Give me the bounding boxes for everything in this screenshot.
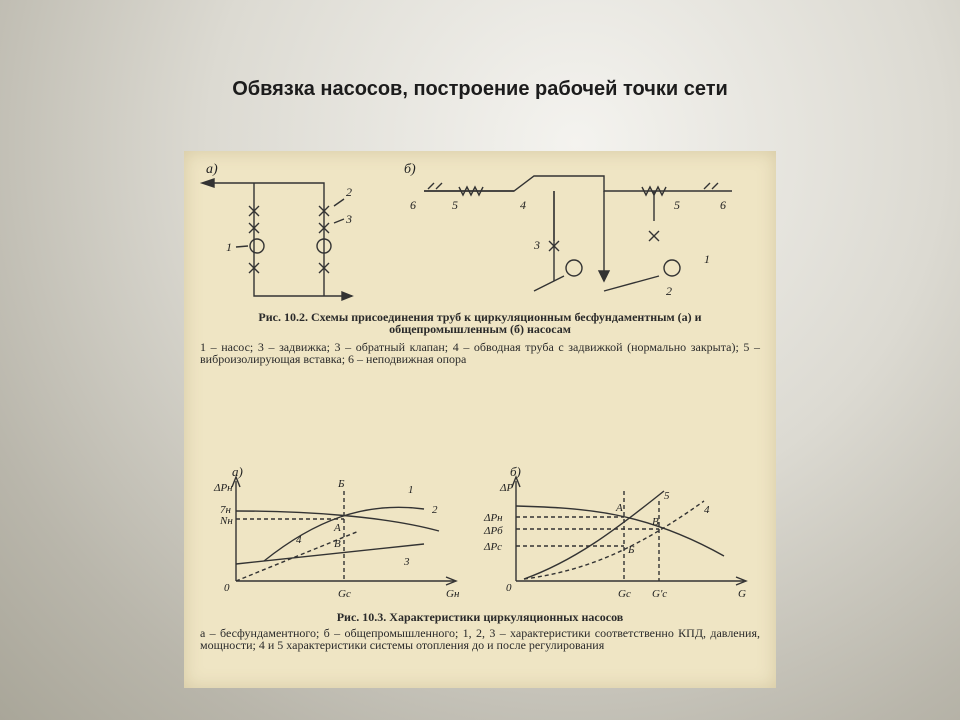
graph-b-y-tick-2: ΔPб — [484, 525, 503, 537]
figure-drawings — [184, 151, 776, 688]
graph-a-point-a: А — [334, 522, 341, 534]
callout-b-5r: 5 — [674, 198, 680, 212]
graph-a-curve-2: 2 — [432, 504, 438, 516]
curve-a-3 — [236, 544, 424, 564]
fig102-panel-b-label: б) — [404, 162, 416, 177]
graph-b-y-tick-1: ΔPн — [484, 512, 503, 524]
fig102-panel-a-label: а) — [206, 162, 218, 177]
callout-b-3: 3 — [534, 238, 540, 252]
graph-b-curve-5: 5 — [664, 490, 670, 502]
graph-a-curve-1: 1 — [408, 484, 414, 496]
pump-a-left — [250, 239, 264, 253]
callout-b-1: 1 — [704, 252, 710, 266]
scanned-figure-page — [184, 151, 776, 688]
fig103-caption-title: Рис. 10.3. Характеристики циркуляционных насосов — [336, 610, 624, 624]
callout-b-4: 4 — [520, 198, 526, 212]
graph-a-point-b: Б — [338, 478, 345, 490]
graph-b-y-axis-label: ΔP — [500, 482, 514, 494]
graph-b-curve-4: 4 — [704, 504, 710, 516]
graph-a-x-tick: Gс — [338, 588, 351, 600]
callout-a-2: 2 — [346, 185, 352, 199]
graph-b-point-b: Б — [628, 544, 635, 556]
graph-b-y-tick-3: ΔPс — [484, 541, 503, 553]
callout-a-1: 1 — [226, 240, 232, 254]
fig102-caption-body: 1 – насос; 3 – задвижка; 3 – обратный клапан; 4 – обводная труба с задвижкой (нормально закрыта); 5 – виброизолирующая вставка; 6 – неподвижная опора — [200, 340, 760, 366]
graph-a-curve-3: 3 — [404, 556, 410, 568]
graph-a-y-tick-1: 7н — [220, 504, 231, 516]
graph-a-x-axis-label: Gн — [446, 588, 460, 600]
callout-b-6r: 6 — [720, 198, 726, 212]
graph-b-x-tick-2: G'с — [652, 588, 668, 600]
fig103-caption-body: а – бесфундаментного; б – общепромышленного; 1, 2, 3 – характеристики соответственно КПД, давления, мощности; 4 и 5 характеристики системы отопления до и после регулирования — [200, 626, 760, 652]
graph-b-x-tick-1: Gс — [618, 588, 631, 600]
graph-b-point-a: А — [616, 502, 623, 514]
graph-a-y-axis-label: ΔPн — [214, 482, 233, 494]
pump-b-left — [566, 260, 582, 276]
graph-b-origin: 0 — [506, 582, 512, 594]
graph-b-panel-label: б) — [510, 464, 521, 479]
graph-a-curve-4: 4 — [296, 534, 302, 546]
callout-b-2: 2 — [666, 284, 672, 298]
pipe-a-left — [254, 183, 352, 296]
graph-a-point-v: В — [334, 538, 341, 550]
graph-a-origin: 0 — [224, 582, 230, 594]
callout-b-6: 6 — [410, 198, 416, 212]
callout-a-3: 3 — [346, 212, 352, 226]
pipe-a-top — [214, 183, 324, 201]
graph-b-point-v: В — [652, 516, 659, 528]
graph-a-panel-label: а) — [232, 464, 243, 479]
curve-b-5 — [524, 491, 664, 579]
slide-title: Обвязка насосов, построение рабочей точки сети — [232, 78, 728, 100]
fig102-caption-title: Рис. 10.2. Схемы присоединения труб к циркуляционным бесфундаментным (а) и общепромышленным (б) насосам — [258, 310, 702, 336]
graph-b-x-axis-label: G — [738, 588, 746, 600]
pump-b-right — [664, 260, 680, 276]
graph-a-y-tick-2: Nн — [220, 515, 233, 527]
pipe-b-main — [424, 176, 732, 191]
callout-b-5: 5 — [452, 198, 458, 212]
